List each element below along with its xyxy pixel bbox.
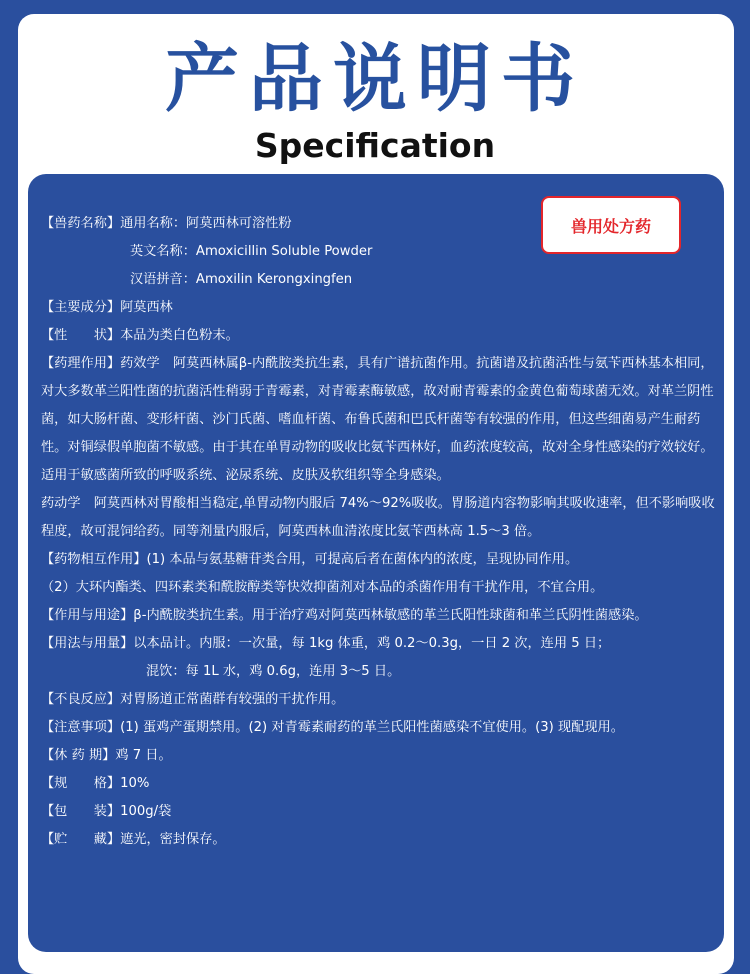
dosage-oral: 【用法与用量】以本品计。内服：一次量，每 1kg 体重，鸡 0.2～0.3g，一日 2 次，连用 5 日； — [41, 636, 611, 651]
page-subtitle: Specification — [254, 126, 496, 165]
drug-name-english: 英文名称：Amoxicillin Soluble Powder — [130, 244, 373, 259]
packaging: 【包 装】100g/袋 — [41, 804, 172, 819]
drug-name-pinyin: 汉语拼音：Amoxilin Kerongxingfen — [130, 272, 353, 287]
adverse-reactions: 【不良反应】对胃肠道正常菌群有较强的干扰作用。 — [41, 692, 345, 707]
indications: 【作用与用途】β-内酰胺类抗生素。用于治疗鸡对阿莫西林敏感的革兰氏阳性球菌和革兰氏阴性菌感染。 — [41, 608, 648, 623]
page-title: 产品说明书 — [165, 36, 585, 122]
withdrawal-period: 【休 药 期】鸡 7 日。 — [41, 748, 172, 763]
spec-content — [41, 210, 721, 854]
drug-name-generic: 【兽药名称】通用名称：阿莫西林可溶性粉 — [41, 216, 292, 231]
specification: 【规 格】10% — [41, 776, 150, 791]
precautions: 【注意事项】(1) 蛋鸡产蛋期禁用。(2) 对青霉素耐药的革兰氏阳性菌感染不宜使用。(3) 现配现用。 — [41, 720, 624, 735]
drug-interaction-1: 【药物相互作用】(1) 本品与氨基糖苷类合用，可提高后者在菌体内的浓度，呈现协同作用。 — [41, 552, 579, 567]
prescription-badge: 兽用处方药 — [541, 196, 681, 254]
main-ingredient: 【主要成分】阿莫西林 — [41, 300, 173, 315]
storage: 【贮 藏】遮光，密封保存。 — [41, 832, 226, 847]
pharmacology: 【药理作用】药效学 阿莫西林属β-内酰胺类抗生素，具有广谱抗菌作用。抗菌谱及抗菌活性与氨苄西林基本相同，对大多数革兰阳性菌的抗菌活性稍弱于青霉素，对青霉素酶敏感，故对耐青霉素的金黄色葡萄球菌无效。对革兰阴性菌，如大肠杆菌、变形杆菌、沙门氏菌、嗜血杆菌、布鲁氏菌和巴氏杆菌等有较强的作用，但这些细菌易产生耐药性。对铜绿假单胞菌不敏感。由于其在单胃动物的吸收比氨苄西林好，血药浓度较高，故对全身性感染的疗效较好。适用于敏感菌所致的呼吸系统、泌尿系统、皮肤及软组织等全身感染。 — [41, 356, 714, 483]
appearance: 【性 状】本品为类白色粉末。 — [41, 328, 239, 343]
dosage-drinking: 混饮：每 1L 水，鸡 0.6g，连用 3～5 日。 — [146, 664, 401, 679]
drug-interaction-2: （2）大环内酯类、四环素类和酰胺醇类等快效抑菌剂对本品的杀菌作用有干扰作用，不宜合用。 — [41, 580, 604, 595]
pharmacokinetics: 药动学 阿莫西林对胃酸相当稳定,单胃动物内服后 74%～92%吸收。胃肠道内容物影响其吸收速率，但不影响吸收程度，故可混饲给药。同等剂量内服后，阿莫西林血清浓度比氨苄西林高 1.5～3 倍。 — [41, 496, 715, 539]
